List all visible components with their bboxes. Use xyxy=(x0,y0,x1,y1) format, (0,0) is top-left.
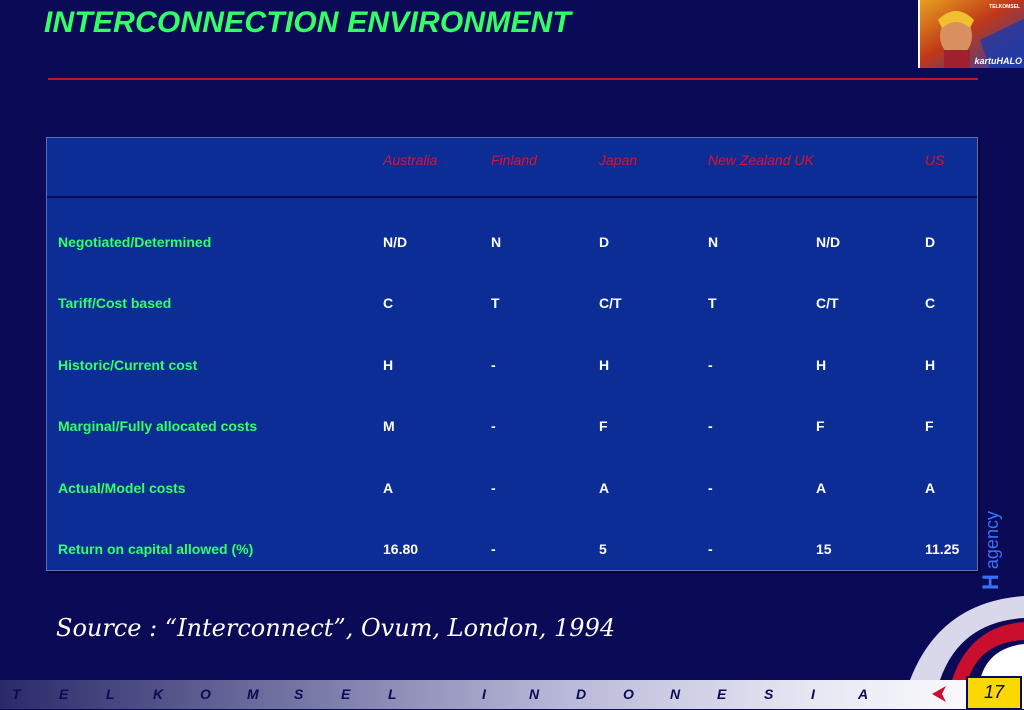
table-cell: A xyxy=(816,480,827,496)
footer-letter: D xyxy=(576,686,587,702)
footer-letter: O xyxy=(623,686,634,702)
column-header: New Zealand UK xyxy=(708,152,814,168)
column-header: Australia xyxy=(383,152,438,168)
footer-letter: N xyxy=(670,686,681,702)
table-cell: T xyxy=(491,295,500,311)
table-cell: C/T xyxy=(599,295,622,311)
footer-bar xyxy=(0,680,1024,709)
table-cell: F xyxy=(816,418,825,434)
table-cell: D xyxy=(599,234,610,250)
agency-h: H xyxy=(978,574,1003,590)
row-label: Tariff/Cost based xyxy=(58,295,172,311)
column-header: Japan xyxy=(599,152,638,168)
table-cell: H xyxy=(599,357,610,373)
footer-letter: I xyxy=(482,686,486,702)
row-label: Negotiated/Determined xyxy=(58,234,212,250)
table-cell: A xyxy=(383,480,394,496)
footer-letter: M xyxy=(247,686,259,702)
table-cell: C xyxy=(383,295,394,311)
page-number: 17 xyxy=(966,676,1022,710)
telkomsel-indonesia-letters xyxy=(12,686,905,702)
table-cell: A xyxy=(599,480,610,496)
footer-letter: N xyxy=(529,686,540,702)
red-chevron-icon xyxy=(930,684,950,704)
h-agency-brand xyxy=(978,511,1003,590)
table-cell: N xyxy=(708,234,719,250)
footer-letter: S xyxy=(294,686,304,702)
table-cell: - xyxy=(708,357,713,373)
table-cell: - xyxy=(491,480,496,496)
table-cell: F xyxy=(925,418,934,434)
table-cell: - xyxy=(491,418,496,434)
table-cell: D xyxy=(925,234,936,250)
table-cell: - xyxy=(491,541,496,557)
header-divider xyxy=(47,196,977,198)
table-cell: H xyxy=(383,357,394,373)
comparison-table xyxy=(46,137,978,571)
row-label: Actual/Model costs xyxy=(58,480,186,496)
source-citation: Source : “Interconnect”, Ovum, London, 1994 xyxy=(56,614,616,642)
table-cell: - xyxy=(708,541,713,557)
footer-letter: S xyxy=(764,686,774,702)
footer-letter: E xyxy=(59,686,69,702)
footer-letter: I xyxy=(811,686,815,702)
table-cell: M xyxy=(383,418,395,434)
footer-letter: L xyxy=(388,686,397,702)
table-cell: C/T xyxy=(816,295,839,311)
footer-letter: O xyxy=(200,686,211,702)
table-cell: A xyxy=(925,480,936,496)
kartuhalo-logo xyxy=(918,0,1024,68)
swoosh-graphic xyxy=(880,592,1024,680)
slide-title: INTERCONNECTION ENVIRONMENT xyxy=(44,6,572,39)
footer-letter: K xyxy=(153,686,164,702)
table-cell: - xyxy=(708,418,713,434)
table-cell: C xyxy=(925,295,936,311)
logo-brand: TELKOMSEL xyxy=(989,4,1020,10)
table-cell: 5 xyxy=(599,541,607,557)
column-header: US xyxy=(925,152,945,168)
table-cell: T xyxy=(708,295,717,311)
table-cell: N/D xyxy=(383,234,408,250)
footer-letter: E xyxy=(341,686,351,702)
footer-letter: T xyxy=(12,686,21,702)
column-header: Finland xyxy=(491,152,537,168)
footer-letter: E xyxy=(717,686,727,702)
footer-letter: L xyxy=(106,686,115,702)
table-cell: 16.80 xyxy=(383,541,419,557)
footer-letter: A xyxy=(858,686,869,702)
row-label: Return on capital allowed (%) xyxy=(58,541,254,557)
table-cell: 11.25 xyxy=(925,541,960,557)
table-cell: F xyxy=(599,418,608,434)
row-label: Marginal/Fully allocated costs xyxy=(58,418,258,434)
table-cell: - xyxy=(491,357,496,373)
row-label: Historic/Current cost xyxy=(58,357,198,373)
table-cell: N/D xyxy=(816,234,841,250)
title-divider xyxy=(48,78,978,80)
table-cell: 15 xyxy=(816,541,832,557)
table-cell: H xyxy=(816,357,827,373)
table-cell: H xyxy=(925,357,936,373)
agency-word: agency xyxy=(982,511,1002,570)
logo-text: kartuHALO xyxy=(974,56,1022,66)
table-cell: N xyxy=(491,234,502,250)
table-cell: - xyxy=(708,480,713,496)
